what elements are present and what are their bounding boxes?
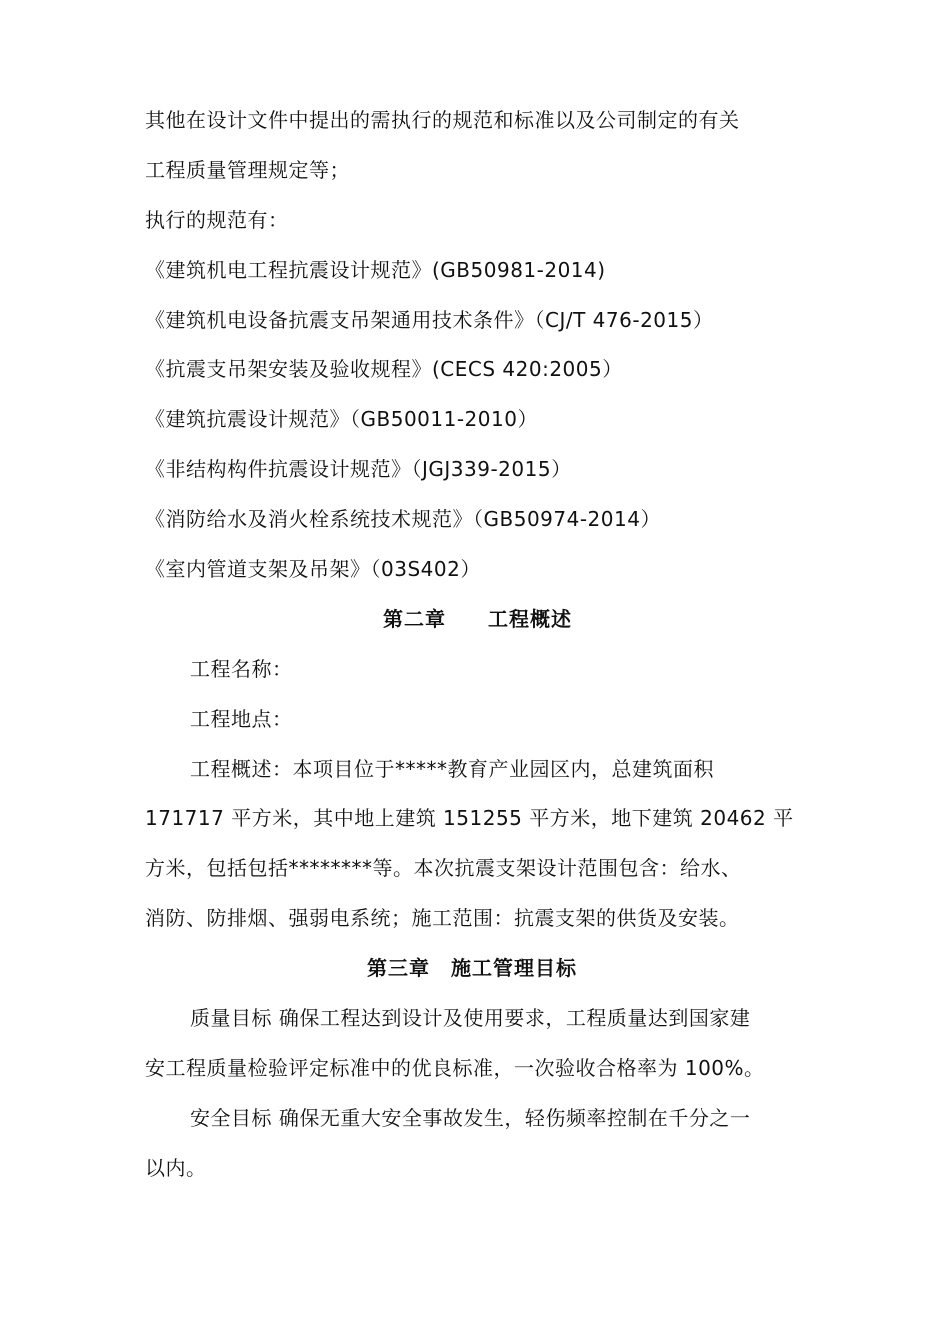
quality-goal-line-2: 安工程质量检验评定标准中的优良标准，一次验收合格率为 100%。 bbox=[145, 1056, 765, 1080]
standard-item: 《非结构构件抗震设计规范》（JGJ339-2015） bbox=[145, 457, 572, 481]
chapter-2-heading: 第二章 工程概述 bbox=[383, 607, 572, 631]
standard-item: 《建筑抗震设计规范》（GB50011-2010） bbox=[145, 407, 538, 431]
standard-item: 《建筑机电设备抗震支吊架通用技术条件》（CJ/T 476-2015） bbox=[145, 308, 714, 332]
safety-goal-line-2: 以内。 bbox=[145, 1156, 207, 1180]
overview-line-1: 工程概述：本项目位于*****教育产业园区内，总建筑面积 bbox=[190, 757, 714, 781]
project-name-label: 工程名称： bbox=[190, 657, 293, 681]
standard-item: 《建筑机电工程抗震设计规范》(GB50981-2014) bbox=[145, 258, 606, 282]
overview-line-4: 消防、防排烟、强弱电系统；施工范围：抗震支架的供货及安装。 bbox=[145, 906, 740, 930]
chapter-3-heading: 第三章 施工管理目标 bbox=[367, 956, 577, 980]
project-location-label: 工程地点： bbox=[190, 707, 293, 731]
overview-line-3: 方米，包括包括********等。本次抗震支架设计范围包含：给水、 bbox=[145, 856, 742, 880]
standard-item: 《抗震支吊架安装及验收规程》(CECS 420:2005） bbox=[145, 357, 623, 381]
quality-goal-line-1: 质量目标 确保工程达到设计及使用要求，工程质量达到国家建 bbox=[190, 1006, 751, 1030]
standard-item: 《消防给水及消火栓系统技术规范》（GB50974-2014） bbox=[145, 507, 661, 531]
overview-line-2: 171717 平方米，其中地上建筑 151255 平方米，地下建筑 20462 平 bbox=[145, 806, 794, 830]
safety-goal-line-1: 安全目标 确保无重大安全事故发生，轻伤频率控制在千分之一 bbox=[190, 1106, 751, 1130]
intro-line-2: 工程质量管理规定等； bbox=[145, 158, 350, 182]
intro-line-1: 其他在设计文件中提出的需执行的规范和标准以及公司制定的有关 bbox=[145, 108, 740, 132]
standard-item: 《室内管道支架及吊架》（03S402） bbox=[145, 557, 481, 581]
intro-line-3: 执行的规范有： bbox=[145, 208, 289, 232]
